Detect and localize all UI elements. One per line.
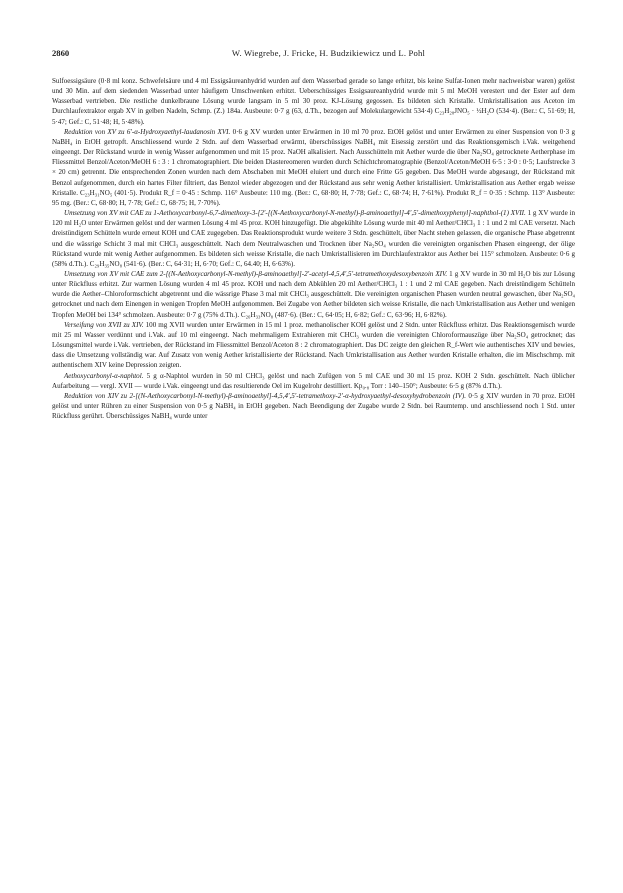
paragraph-text: Sulfoessigsäure (0·8 ml konz. Schwefelsäure und 4 ml Essigsäureanhydrid wurden auf dem Wasserbad gerade so lange erhitzt, bis keine Sulfat-Ionen mehr nachweisbar waren) gelöst und 30 Min. auf dem siedenden Wasserbad unter häufigem Umschwenken erhitzt. Ueberschüssiges Essigsaureanhydrid wurde mit 5 ml MeOH verestert und der Ester auf dem Wasserbad vertrieben. Die restliche dunkelbraune Lösung wurde langsam in 5 ml 30 proz. KJ-Lösung gegossen. Es bildeten sich Kristalle. Umkristallisation aus Aceton im Durchlaufextraktor ergab XV in gelben Nadeln, Schmp. (Z.) 184a. Ausbeute: 0·7 g (63, d.Th., bezogen auf Molekulargewicht 534·4) C₂₃H₂₈JNO₅ · ½H₂O (534·4). (Ber.: C, 51·69; H, 5·47; Gef.: C, 51·48; H, 5·48%). xyxy=(52,77,575,126)
paragraph-heading: Reduktion von XIV zu 2-[(N-Aethoxycarbonyl-N-methyl)-β-aminoaethyl]-4,5,4',5'-tetramethoxy-2'-α-hydroxyaethyl-desoxyhydrobenzoin (IV). xyxy=(64,391,469,400)
paragraph-text: 1 g XV wurde in 120 ml H₂O unter Erwärmen gelöst und der warmen Lösung 4 ml 45 proz. KOH hinzugefügt. Die abgekühlte Lösung wurde mit 40 ml Aether/CHCl₃ 1 : 1 und 2 ml CAE versetzt. Nach dreistündigem Schütteln wurde erneut KOH und CAE zugegeben. Das Reaktionsprodukt wurde weitere 3 Stdn. geschüttelt, über Nacht stehen gelassen, die organische Phase abgetrennt und die wässrige Schicht 3 mal mit CHCl₃ ausgeschüttelt. Nach dem Neutralwaschen und Trocknen über Na₂SO₄ wurden die vereinigten organischen Phasen eingeengt, der ölige Rückstand wurde mit wenig Aether aufgenommen. Es bildeten sich weisse Kristalle, die nach Umkristallisieren im Durchlaufextraktor aus Aether bei 115° schmolzen. Ausbeute: 0·6 g (58% d.Th.). C₂₉H₃₅NO₈ (541·6). (Ber.: C, 64·31; H, 6·70; Gef.: C, 64.40; H, 6·63%). xyxy=(52,209,575,268)
body-text xyxy=(52,76,575,421)
paragraph-text: 5 g α-Naphtol wurden in 50 ml CHCl₃ gelöst und nach Zufügen von 5 ml CAE und 30 ml 15 proz. KOH 2 Stdn. geschüttelt. Nach üblicher Aufarbeitung — vergl. XVII — wurde i.Vak. eingeengt und das resultierende Oel im Kugelrohr destilliert. Kp₀.₈ Torr : 140–150°; Ausbeute: 6·5 g (87% d.Th.). xyxy=(52,371,575,390)
paragraph-heading: Aethoxycarbonyl-α-naphtol. xyxy=(64,371,147,380)
page-number: 2860 xyxy=(52,48,70,58)
paragraph-heading: Umsetzung von XV mit CAE zum 2-[(N-Aethoxycarbonyl-N-methyl)-β-aminoaethyl]-2'-acetyl-4,5,4',5'-tetramethoxydesoxybenzoin XIV. xyxy=(64,269,450,278)
paragraph xyxy=(52,391,575,421)
paragraph xyxy=(52,371,575,391)
paragraph xyxy=(52,208,575,269)
paragraph-heading: Reduktion von XV zu 6'-α-Hydroxyaethyl-laudanosin XVI. xyxy=(64,127,233,136)
paragraph-text: 0·6 g XV wurden unter Erwärmen in 10 ml 70 proz. EtOH gelöst und unter Erwärmen zu einer Suspension von 0·3 g NaBH₄ in EtOH getropft. Anschliessend wurde 2 Stdn. auf dem Wasserbad erwärmt, überschüssiges NaBH₄ mit Eisessig zerstört und das Reaktionsgemisch i.Vak. weitgehend eingeengt. Der Rückstand wurde in wenig Wasser aufgenommen und mit 15 proz. NaOH alkalisiert. Nach Ausschütteln mit Aether wurde die über Na₂SO₄ getrocknete Aetherphase im Fliessmittel Benzol/Aceton/MeOH 6 : 3 : 1 chromatographiert. Die beiden Diastereomeren wurden durch Schichtchromatographie (Benzol/Aceton/MeOH 6·5 : 3·0 : 0·5; Laufstrecke 3 × 20 cm) getrennt. Die entsprechenden Zonen wurden nach dem Abschaben mit MeOH eluiert und durch eine Fritte G5 gegeben. Das MeOH wurde abgesaugt, der Rückstand mit Benzol aufgenommen, durch ein hartes Filter filtriert, das Benzol wieder abgezogen und der Rückstand aus sehr wenig Aether kristallisiert. Umkristallisation aus Aether ergab weisse Kristalle. C₂₃H₃₁NO₅ (401·5). Produkt R_f = 0·45 : Schmp. 116° Ausbeute: 110 mg. (Ber.: C, 68·80; H, 7·78; Gef.: C, 68·74; H, 7·61%). Produkt R_f = 0·35 : Schmp. 113° Ausbeute: 95 mg. (Ber.: C, 68·80; H, 7·78; Gef.: C, 68·75; H, 7·70%). xyxy=(52,127,575,207)
paragraph-heading: Verseifung von XVII zu XIV. xyxy=(64,320,146,329)
paragraph-text: 1 g XV wurde in 30 ml H₂O bis zur Lösung unter Rückfluss erhitzt. Zur warmen Lösung wurden 4 ml 45 proz. KOH und nach dem Abkühlen 20 ml Aether/CHCl₃ 1 : 1 und 2 ml CAE gegeben. Nach dreistündigem Schütteln wurde die Aether–Chloroformschicht abgetrennt und die wässrige Phase 3 mal mit CHCl₃ ausgeschüttelt. Die vereinigten organischen Phasen wurden neutral gewaschen, über Na₂SO₄ getrocknet und nach dem Einengen in wenigen Tropfen MeOH aufgenommen. Bei Zugabe von Aether bildeten sich weisse Kristalle, die nach Umkristallisation aus Aether und wenigen Tropfen MeOH bei 134° schmolzen. Ausbeute: 0·7 g (75% d.Th.). C₂₆H₃₃NO₈ (487·6). (Ber.: C, 64·05; H, 6·82; Gef.: C, 63·96; H, 6·82%). xyxy=(52,269,575,319)
running-head: W. Wiegrebe, J. Fricke, H. Budzikiewicz und L. Pohl xyxy=(231,48,426,58)
paragraph xyxy=(52,320,575,371)
page-header xyxy=(52,48,575,59)
paragraph-text: 0·5 g XIV wurden in 70 proz. EtOH gelöst und unter Rühren zu einer Suspension von 0·5 g NaBH₄ in EtOH gegeben. Nach Beendigung der Zugabe wurde 2 Stdn. bei Raumtemp. und anschliessend noch 1 Std. unter Rückfluss gerührt. Überschüssiges NaBH₄ wurde unter xyxy=(52,391,575,421)
paragraph xyxy=(52,127,575,208)
paragraph xyxy=(52,269,575,320)
paragraph xyxy=(52,76,575,127)
paragraph-heading: Umsetzung von XV mit CAE zu 1-Aethoxycarbonyl-6,7-dimethoxy-3-[2'-[(N-Aethoxycarbonyl-N-methyl)-β-aminoaethyl]-4',5'-dimethoxyphenyl]-naphthol-(1) XVII. xyxy=(64,209,528,218)
paragraph-text: 100 mg XVII wurden unter Erwärmen in 15 ml 1 proz. methanolischer KOH gelöst und 2 Stdn. unter Rückfluss erhitzt. Das Reaktionsgemisch wurde mit 25 ml Wasser verdünnt und i.Vak. auf 10 ml eingeengt. Nach mehrmaligem Extrahieren mit CHCl₃ wurden die vereinigten Chloroformauszüge über Na₂SO₄ getrocknet; das Lösungsmittel wurde i.Vak. vertrieben, der Rückstand im Fliessmittel Benzol/Aceton 8 : 2 chromatographiert. Das DC zeigte den gleichen R_f-Wert wie authentisches XIV und bewies, dass die Umsetzung vollständig war. Auf Zusatz von wenig Aether kristallisierte der Rückstand. Nach Umkristallisation aus Aether wurden Kristalle erhalten, die im Mischschmp. mit authentischem XIV keine Depression zeigten. xyxy=(52,320,575,370)
